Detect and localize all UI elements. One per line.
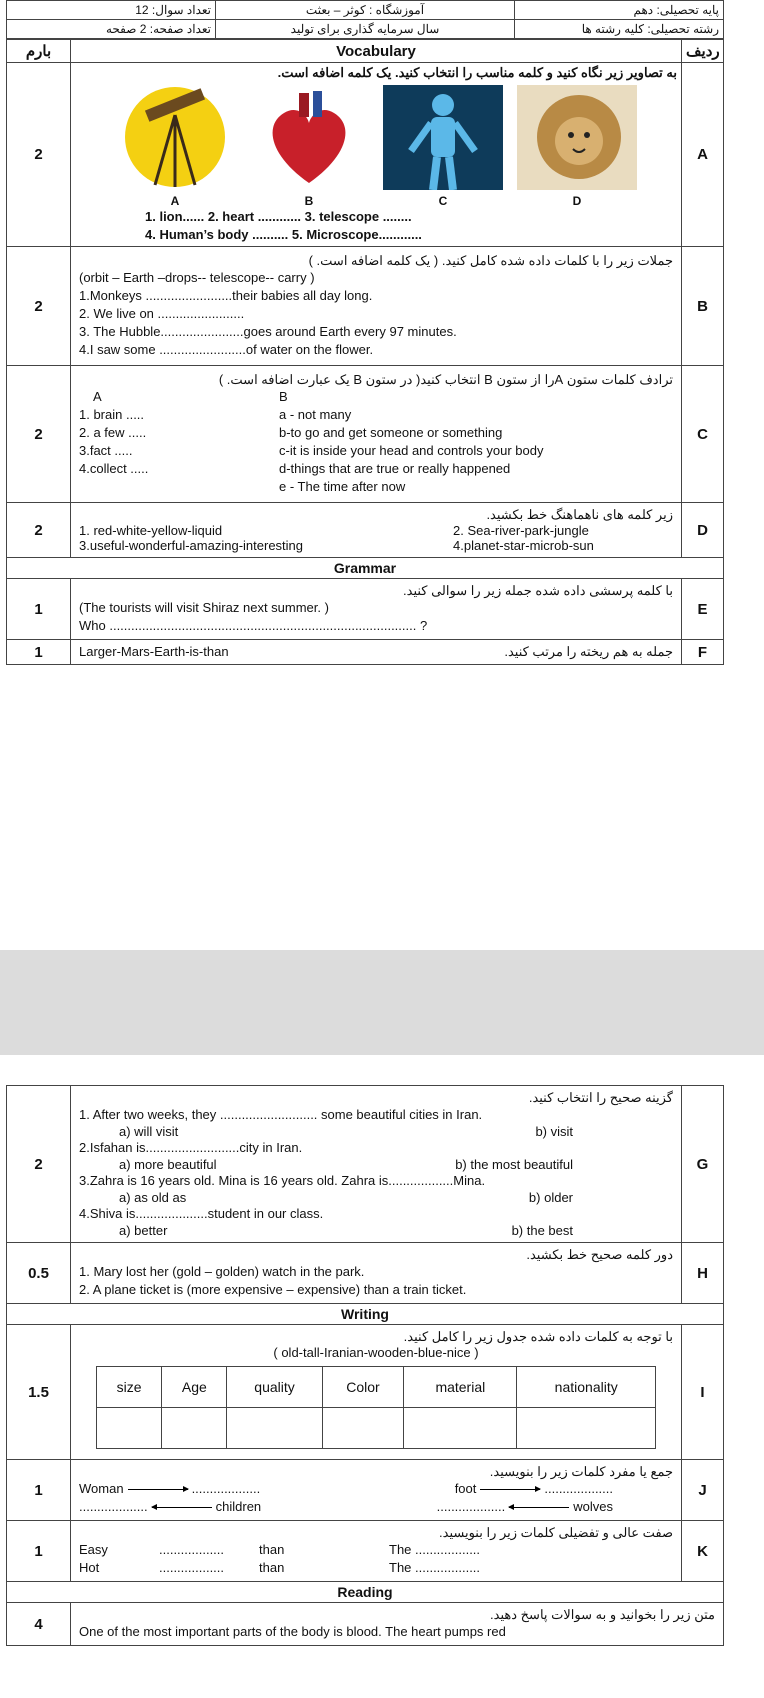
reading-title-row: [7, 1582, 724, 1603]
section-a-words-line-2: 4. Human’s body .......... 5. Microscope............: [145, 227, 422, 242]
option-b[interactable]: b) the best: [511, 1223, 573, 1238]
section-b-sentence-2: 2. We live on ........................: [79, 306, 245, 321]
section-title-writing: Writing: [7, 1304, 724, 1325]
option-b[interactable]: b) older: [528, 1190, 573, 1205]
column-b-item: c-it is inside your head and controls your body: [279, 443, 544, 458]
column-a-item: 4.collect .....: [79, 461, 149, 476]
section-f-id: F: [682, 640, 724, 665]
word-children: children: [215, 1499, 262, 1514]
exam-page-2: [0, 1055, 764, 1698]
column-b-item: a - not many: [279, 407, 352, 422]
lion-icon: [517, 85, 637, 190]
answer-cell[interactable]: [404, 1408, 517, 1449]
answer-blank[interactable]: ...................: [79, 1499, 148, 1514]
answer-blank[interactable]: ...................: [544, 1481, 613, 1496]
answer-cell[interactable]: [227, 1408, 322, 1449]
column-color: Color: [322, 1367, 404, 1408]
section-b-sentence-1: 1.Monkeys ........................their babies all day long.: [79, 288, 373, 303]
column-b-item: b-to go and get someone or something: [279, 425, 503, 440]
mcq-question-4: 4.Shiva is....................student in our class.: [79, 1206, 324, 1221]
arrow-right-icon: [128, 1489, 188, 1490]
section-e-instruction: با کلمه پرسشی داده شده جمله زیر را سوالی کنید.: [403, 583, 673, 598]
section-e-score: 1: [7, 579, 71, 640]
answer-blank[interactable]: ..................: [159, 1560, 225, 1575]
than-label: than: [259, 1560, 285, 1575]
questions-table-1: [6, 39, 724, 665]
section-a-words-line-1: 1. lion...... 2. heart ............ 3. telescope ........: [145, 209, 412, 224]
section-e-content: [71, 579, 682, 640]
word-easy: Easy: [79, 1542, 108, 1557]
picture-label-b: B: [304, 194, 314, 208]
header-row-1: [7, 1, 724, 20]
than-label: than: [259, 1542, 285, 1557]
heart-picture: [249, 85, 369, 190]
section-j-instruction: جمع یا مفرد کلمات زیر را بنویسید.: [489, 1464, 673, 1479]
section-k-score: 1: [7, 1521, 71, 1582]
word-hot: Hot: [79, 1560, 100, 1575]
section-k: [7, 1521, 724, 1582]
section-b-id: B: [682, 247, 724, 366]
section-b-word-bank: (orbit – Earth –drops-- telescope-- carry ): [79, 270, 315, 285]
mcq-question-1: 1. After two weeks, they ........................... some beautiful cities in Iran.: [79, 1107, 483, 1122]
column-b-item: e - The time after now: [279, 479, 406, 494]
section-j: [7, 1460, 724, 1521]
answer-blank[interactable]: ..................: [159, 1542, 225, 1557]
section-reading-content: [71, 1603, 724, 1646]
comparison-row-2: [79, 1559, 673, 1577]
section-i-id: I: [682, 1325, 724, 1460]
picture-labels: [75, 194, 677, 208]
column-a-item: 2. a few .....: [79, 425, 147, 440]
section-title-grammar: Grammar: [7, 558, 724, 579]
section-b-sentence-3: 3. The Hubble.......................goes around Earth every 97 minutes.: [79, 324, 457, 339]
section-c: [7, 366, 724, 503]
reading-passage: One of the most important parts of the body is blood. The heart pumps red: [79, 1624, 506, 1639]
column-size: size: [97, 1367, 162, 1408]
section-reading-instruction: متن زیر را بخوانید و به سوالات پاسخ دهید.: [490, 1607, 715, 1622]
column-a: [79, 388, 279, 496]
option-b[interactable]: b) the most beautiful: [455, 1157, 573, 1172]
section-title-reading: Reading: [7, 1582, 724, 1603]
telescope-icon: [115, 85, 235, 190]
mcq-question-3: 3.Zahra is 16 years old. Mina is 16 years old. Zahra is..................Mina.: [79, 1173, 486, 1188]
column-a-item: 3.fact .....: [79, 443, 133, 458]
plural-row-1: [79, 1480, 673, 1498]
section-k-id: K: [682, 1521, 724, 1582]
section-h-id: H: [682, 1243, 724, 1304]
matching-columns: [79, 388, 673, 496]
section-c-id: C: [682, 366, 724, 503]
section-e: [7, 579, 724, 640]
answer-cell[interactable]: [97, 1408, 162, 1449]
picture-strip: [75, 85, 677, 190]
column-a-item: 1. brain .....: [79, 407, 145, 422]
lion-picture: [517, 85, 637, 190]
section-g-score: 2: [7, 1086, 71, 1243]
school-name: آموزشگاه : کوثر – بعثت: [216, 1, 515, 20]
mcq-options-2: [79, 1157, 673, 1172]
section-f: [7, 640, 724, 665]
section-a: [7, 63, 724, 247]
column-header-row: [7, 40, 724, 63]
section-d: [7, 503, 724, 558]
option-a[interactable]: a) better: [119, 1223, 168, 1238]
header-row-2: [7, 20, 724, 39]
plural-row-2: [79, 1498, 673, 1516]
word-group-4: 4.planet-star-microb-sun: [453, 538, 594, 553]
section-e-id: E: [682, 579, 724, 640]
arrow-left-icon: [509, 1507, 569, 1508]
option-a[interactable]: a) will visit: [119, 1124, 179, 1139]
mcq-options-4: [79, 1223, 673, 1238]
section-j-id: J: [682, 1460, 724, 1521]
arrow-left-icon: [152, 1507, 212, 1508]
grade-level: پایه تحصیلی: دهم: [515, 1, 724, 20]
section-d-content: [71, 503, 682, 558]
section-j-score: 1: [7, 1460, 71, 1521]
word-woman: Woman: [79, 1481, 124, 1496]
section-k-instruction: صفت عالی و تفضیلی کلمات زیر را بنویسید.: [439, 1525, 673, 1540]
scrambled-words: Larger-Mars-Earth-is-than: [79, 644, 229, 659]
section-h-content: [71, 1243, 682, 1304]
heart-icon: [249, 85, 369, 190]
section-h-sentence-1: 1. Mary lost her (gold – golden) watch in the park.: [79, 1264, 365, 1279]
section-f-content: [71, 640, 682, 665]
picture-label-d: D: [572, 194, 582, 208]
column-quality: quality: [227, 1367, 322, 1408]
section-b-instruction: جملات زیر را با کلمات داده شده کامل کنید. ( یک کلمه اضافه است. ): [308, 253, 673, 268]
adjective-order-table: [96, 1366, 656, 1449]
section-i: [7, 1325, 724, 1460]
field-of-study: رشته تحصیلی: کلیه رشته ها: [515, 20, 724, 39]
superlative-blank[interactable]: The ..................: [389, 1542, 481, 1557]
section-a-id: A: [682, 63, 724, 247]
column-material: material: [404, 1367, 517, 1408]
section-h-instruction: دور کلمه صحیح خط بکشید.: [526, 1247, 673, 1262]
superlative-blank[interactable]: The ..................: [389, 1560, 481, 1575]
section-a-score: 2: [7, 63, 71, 247]
answer-blank[interactable]: ...................: [436, 1499, 506, 1514]
section-i-word-bank: ( old-tall-Iranian-wooden-blue-nice ): [273, 1345, 479, 1360]
section-d-score: 2: [7, 503, 71, 558]
section-h: [7, 1243, 724, 1304]
section-a-instruction: به تصاویر زیر نگاه کنید و کلمه مناسب را انتخاب کنید. یک کلمه اضافه است.: [277, 65, 677, 80]
section-b: [7, 247, 724, 366]
section-reading-score: 4: [7, 1603, 71, 1646]
section-i-content: [71, 1325, 682, 1460]
section-c-score: 2: [7, 366, 71, 503]
question-count: تعداد سوال: 12: [7, 1, 216, 20]
section-h-sentence-2: 2. A plane ticket is (more expensive – expensive) than a train ticket.: [79, 1282, 467, 1297]
column-b-item: d-things that are true or really happened: [279, 461, 511, 476]
section-g-content: [71, 1086, 682, 1243]
section-c-content: [71, 366, 682, 503]
column-age: Age: [162, 1367, 227, 1408]
section-g: [7, 1086, 724, 1243]
section-d-row-1: [79, 523, 673, 538]
section-title-vocabulary: Vocabulary: [71, 40, 682, 63]
adjective-table-header: [97, 1367, 656, 1408]
section-b-score: 2: [7, 247, 71, 366]
section-reading: [7, 1603, 724, 1646]
word-group-1: 1. red-white-yellow-liquid: [79, 523, 223, 538]
column-a-heading: A: [93, 389, 102, 404]
section-e-sentence: (The tourists will visit Shiraz next summer. ): [79, 600, 329, 615]
picture-label-c: C: [438, 194, 448, 208]
adjective-table-answer-row: [97, 1408, 656, 1449]
column-nationality: nationality: [517, 1367, 656, 1408]
questions-table-2: [6, 1085, 724, 1646]
column-b-heading: B: [279, 389, 288, 404]
score-column-header: بارم: [7, 40, 71, 63]
grammar-title-row: [7, 558, 724, 579]
exam-table-1: [6, 0, 724, 39]
section-e-prompt: Who ..................................................................................... ?: [79, 618, 428, 633]
section-b-sentence-4: 4.I saw some ........................of water on the flower.: [79, 342, 374, 357]
option-b[interactable]: b) visit: [535, 1124, 573, 1139]
word-foot: foot: [454, 1481, 477, 1496]
arrow-right-icon: [480, 1489, 540, 1490]
word-group-2: 2. Sea-river-park-jungle: [453, 523, 589, 538]
section-g-id: G: [682, 1086, 724, 1243]
page-gap: [0, 950, 764, 1055]
page-count: تعداد صفحه: 2 صفحه: [7, 20, 216, 39]
section-c-instruction: ترادف کلمات ستون Aرا از ستون B انتخاب کنید( در ستون B یک عبارت اضافه است. ): [218, 372, 673, 387]
section-g-instruction: گزینه صحیح را انتخاب کنید.: [528, 1090, 673, 1105]
mcq-options-3: [79, 1190, 673, 1205]
row-column-header: ردیف: [682, 40, 724, 63]
answer-blank[interactable]: ...................: [191, 1481, 261, 1496]
section-d-row-2: [79, 538, 673, 553]
section-b-content: [71, 247, 682, 366]
section-a-content: [71, 63, 682, 247]
human-body-picture: [383, 85, 503, 190]
section-k-content: [71, 1521, 682, 1582]
answer-cell[interactable]: [322, 1408, 404, 1449]
section-i-instruction: با توجه به کلمات داده شده جدول زیر را کامل کنید.: [403, 1329, 673, 1344]
section-f-instruction: جمله به هم ریخته را مرتب کنید.: [504, 644, 673, 659]
word-group-3: 3.useful-wonderful-amazing-interesting: [79, 538, 304, 553]
section-d-instruction: زیر کلمه های ناهماهنگ خط بکشید.: [486, 507, 673, 522]
human-body-icon: [383, 85, 503, 190]
picture-label-a: A: [170, 194, 180, 208]
section-i-score: 1.5: [7, 1325, 71, 1460]
writing-title-row: [7, 1304, 724, 1325]
section-f-row: [79, 644, 673, 660]
option-a[interactable]: a) more beautiful: [119, 1157, 217, 1172]
comparison-row-1: [79, 1541, 673, 1559]
telescope-picture: [115, 85, 235, 190]
section-h-score: 0.5: [7, 1243, 71, 1304]
word-wolves: wolves: [573, 1499, 613, 1514]
mcq-question-2: 2.Isfahan is..........................city in Iran.: [79, 1140, 303, 1155]
mcq-options-1: [79, 1124, 673, 1139]
section-f-score: 1: [7, 640, 71, 665]
year-slogan: سال سرمایه گذاری برای تولید: [216, 20, 515, 39]
option-a[interactable]: a) as old as: [119, 1190, 187, 1205]
answer-cell[interactable]: [162, 1408, 227, 1449]
section-d-id: D: [682, 503, 724, 558]
section-j-content: [71, 1460, 682, 1521]
column-b: [279, 388, 673, 496]
answer-cell[interactable]: [517, 1408, 656, 1449]
